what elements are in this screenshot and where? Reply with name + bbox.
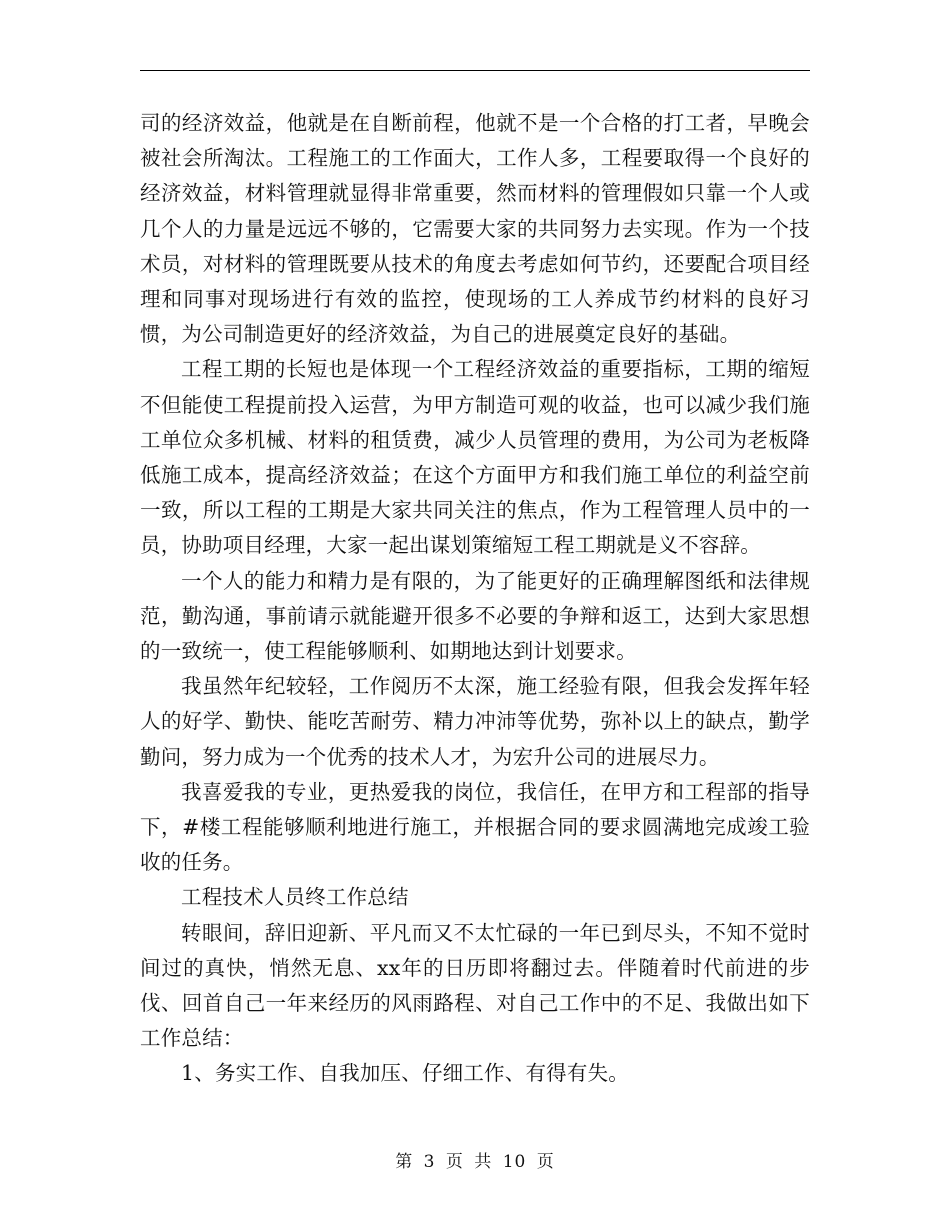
paragraph-commitment: 我喜爱我的专业，更热爱我的岗位，我信任，在甲方和工程部的指导下，#楼工程能够顺利地进行施工，并根据合同的要求圆满地完成竣工验收的任务。: [140, 779, 810, 875]
list-item-1: 1、务实工作、自我加压、仔细工作、有得有失。: [181, 1061, 629, 1086]
paragraph-year-review: 转眼间，辞旧迎新、平凡而又不太忙碌的一年已到尽头，不知不觉时间过的真快，悄然无息、xx年的日历即将翻过去。伴随着时代前进的步伐、回首自己一年来经历的风雨路程、对自己工作中的不足、我做出如下工作总结：: [140, 920, 810, 1051]
paragraph-continuation: 司的经济效益，他就是在自断前程，他就不是一个合格的打工者，早晚会被社会所淘汰。工程施工的工作面大，工作人多，工程要取得一个良好的经济效益，材料管理就显得非常重要，然而材料的管理假如只靠一个人或几个人的力量是远远不够的，它需要大家的共同努力去实现。作为一个技术员，对材料的管理既要从技术的角度去考虑如何节约，还要配合项目经理和同事对现场进行有效的监控，使现场的工人养成节约材料的良好习惯，为公司制造更好的经济效益，为自己的进展奠定良好的基础。: [140, 111, 810, 347]
section-heading: 工程技术人员终工作总结: [181, 885, 409, 910]
document-body: [140, 106, 810, 1092]
header-rule: [140, 70, 810, 71]
paragraph-schedule: 工程工期的长短也是体现一个工程经济效益的重要指标，工期的缩短不但能使工程提前投入运营，为甲方制造可观的收益，也可以减少我们施工单位众多机械、材料的租赁费，减少人员管理的费用，为公司为老板降低施工成本，提高经济效益；在这个方面甲方和我们施工单位的利益空前一致，所以工程的工期是大家共同关注的焦点，作为工程管理人员中的一员，协助项目经理，大家一起出谋划策缩短工程工期就是义不容辞。: [140, 357, 810, 558]
paragraph-self-improvement: 我虽然年纪较轻，工作阅历不太深，施工经验有限，但我会发挥年轻人的好学、勤快、能吃苦耐劳、精力冲沛等优势，弥补以上的缺点，勤学勤问，努力成为一个优秀的技术人才，为宏升公司的进展尽力。: [140, 674, 810, 769]
paragraph-communication: 一个人的能力和精力是有限的，为了能更好的正确理解图纸和法律规范，勤沟通，事前请示就能避开很多不必要的争辩和返工，达到大家思想的一致统一，使工程能够顺利、如期地达到计划要求。: [140, 568, 810, 664]
page-number: 第 3 页 共 10 页: [395, 1152, 555, 1172]
